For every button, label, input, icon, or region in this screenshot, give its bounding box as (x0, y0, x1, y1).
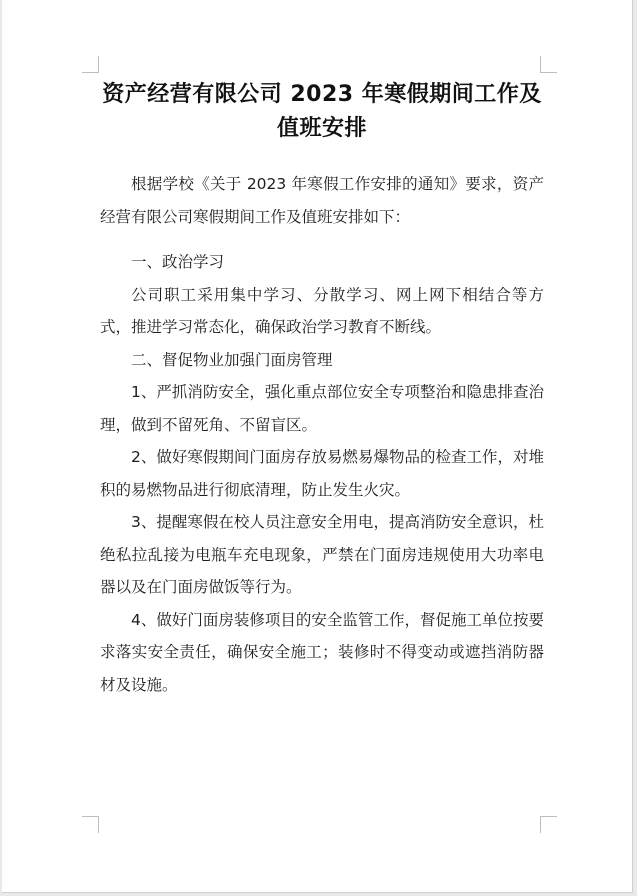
crop-mark-bottom-right (540, 816, 557, 833)
list-item-renovation-supervision: 4、做好门面房装修项目的安全监管工作，督促施工单位按要求落实安全责任，确保安全施工；装修时不得变动或遮挡消防器材及设施。 (100, 610, 544, 694)
list-item-electrical-safety: 3、提醒寒假在校人员注意安全用电，提高消防安全意识，杜绝私拉乱接为电瓶车充电现象，严禁在门面房违规使用大功率电器以及在门面房做饭等行为。 (100, 513, 544, 596)
document-body (100, 168, 544, 701)
document-page (2, 0, 633, 893)
crop-mark-bottom-left (82, 816, 99, 833)
document-title: 资产经营有限公司 2023 年寒假期间工作及值班安排 (102, 82, 542, 141)
document-content[interactable] (100, 78, 544, 701)
crop-mark-top-right (540, 56, 557, 73)
section-heading-political-study: 一、政治学习 (131, 253, 225, 271)
political-study-paragraph: 公司职工采用集中学习、分散学习、网上网下相结合等方式，推进学习常态化，确保政治学习教育不断线。 (100, 285, 544, 336)
list-item-fire-safety: 1、严抓消防安全，强化重点部位安全专项整治和隐患排查治理，做到不留死角、不留盲区。 (100, 383, 544, 434)
list-item-flammable-inspection: 2、做好寒假期间门面房存放易燃易爆物品的检查工作，对堆积的易燃物品进行彻底清理，防止发生火灾。 (100, 448, 544, 499)
section-heading-storefront-management: 二、督促物业加强门面房管理 (131, 350, 333, 369)
intro-paragraph: 根据学校《关于 2023 年寒假工作安排的通知》要求，资产经营有限公司寒假期间工作及值班安排如下： (100, 175, 544, 226)
crop-mark-top-left (82, 56, 99, 73)
